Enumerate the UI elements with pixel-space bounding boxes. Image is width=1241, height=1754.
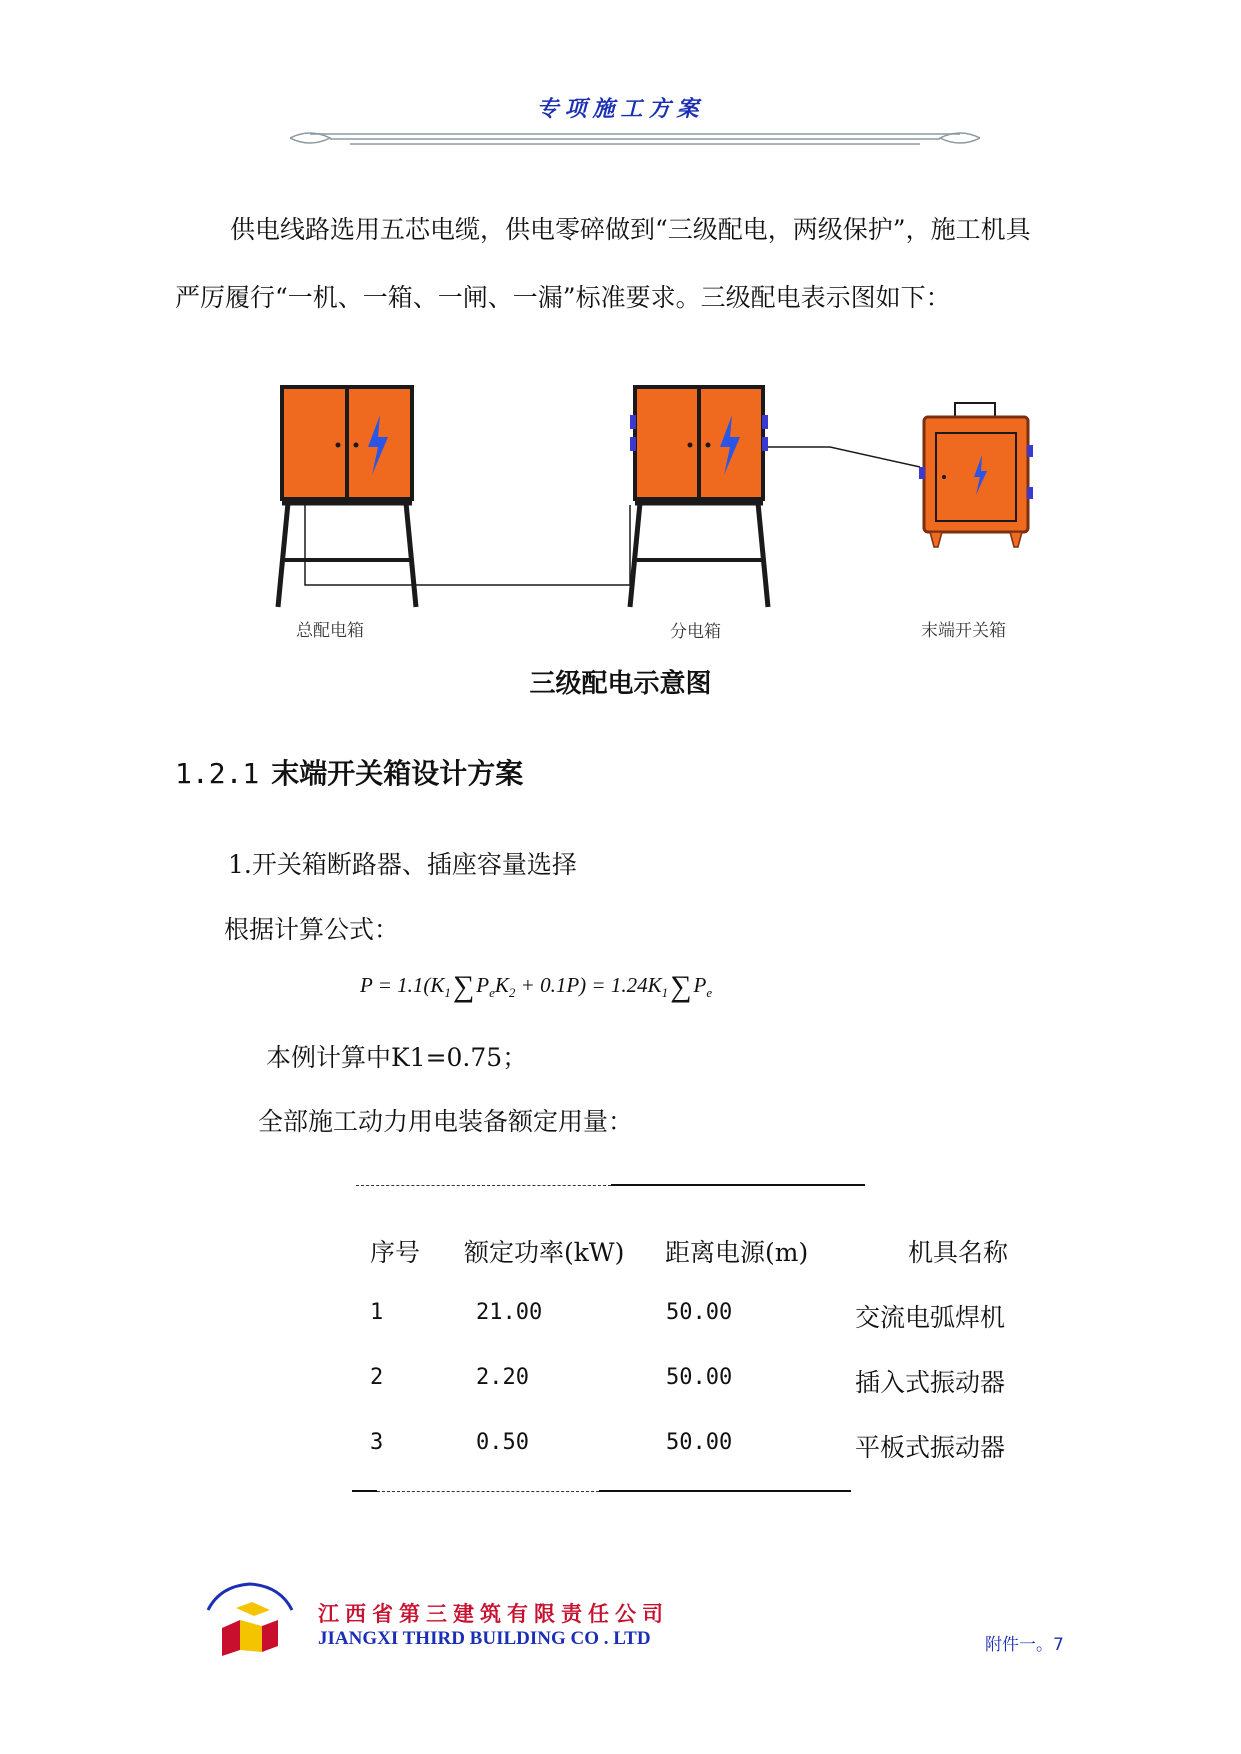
table-cell: 2.20 xyxy=(476,1365,529,1390)
section-title: 末端开关箱设计方案 xyxy=(271,757,524,790)
header-ornament xyxy=(290,128,980,152)
table-bottom-rule-start xyxy=(352,1490,377,1492)
col-header-name: 机具名称 xyxy=(908,1238,1009,1267)
table-bottom-rule-dashed xyxy=(377,1491,599,1492)
k1-line: 本例计算中K1=0.75； xyxy=(266,1043,528,1072)
table-cell: 3 xyxy=(370,1430,384,1455)
terminal-switch-box xyxy=(919,403,1033,547)
table-cell: 2 xyxy=(370,1365,384,1390)
table-cell: 50.00 xyxy=(666,1365,733,1390)
table-cell: 50.00 xyxy=(666,1300,733,1325)
col-header-distance: 距离电源(m) xyxy=(665,1238,809,1267)
main-distribution-box xyxy=(278,387,416,607)
section-number: 1.2.1 xyxy=(175,757,260,790)
label-sub-box: 分电箱 xyxy=(670,622,721,642)
company-logo xyxy=(200,1580,300,1660)
sum-symbol: ∑ xyxy=(670,970,692,1003)
formula: $P = 1.1(K_1\sum P_eK_2 + 0.1P) = 1.24K_1\sum P_e$ xyxy=(360,970,713,1003)
table-bottom-rule-solid xyxy=(599,1490,851,1492)
intro-line-1: 供电线路选用五芯电缆，供电零碎做到“三级配电，两级保护”，施工机具 xyxy=(230,215,1031,244)
table-cell: 平板式振动器 xyxy=(855,1433,1006,1462)
intro-line-2: 严厉履行“一机、一箱、一闸、一漏”标准要求。三级配电表示图如下： xyxy=(175,283,951,312)
intro-paragraph xyxy=(175,196,1115,332)
table-cell: 50.00 xyxy=(666,1430,733,1455)
distribution-diagram xyxy=(260,375,1040,645)
sum-symbol: ∑ xyxy=(452,970,475,1003)
table-cell: 插入式振动器 xyxy=(855,1368,1006,1397)
company-name-cn: 江西省第三建筑有限责任公司 xyxy=(318,1602,669,1626)
page-number: 附件一。7 xyxy=(985,1635,1064,1655)
label-main-box: 总配电箱 xyxy=(296,621,364,641)
company-name-en: JIANGXI THIRD BUILDING CO . LTD xyxy=(318,1628,651,1649)
subsection-heading: 1.开关箱断路器、插座容量选择 xyxy=(228,850,577,879)
table-cell: 交流电弧焊机 xyxy=(855,1303,1006,1332)
col-header-index: 序号 xyxy=(370,1238,421,1267)
equipment-intro: 全部施工动力用电装备额定用量： xyxy=(258,1107,634,1136)
table-top-rule-solid xyxy=(611,1184,865,1186)
sub-distribution-box xyxy=(630,387,768,607)
label-terminal-box: 末端开关箱 xyxy=(921,621,1006,641)
formula-intro: 根据计算公式： xyxy=(224,915,400,944)
figure-title: 三级配电示意图 xyxy=(529,669,712,699)
section-heading xyxy=(175,752,523,792)
table-cell: 1 xyxy=(370,1300,384,1325)
table-cell: 0.50 xyxy=(476,1430,529,1455)
page-header-title: 专项施工方案 xyxy=(536,96,705,122)
table-top-rule-dashed xyxy=(356,1185,611,1186)
table-cell: 21.00 xyxy=(476,1300,543,1325)
col-header-power: 额定功率(kW) xyxy=(464,1238,625,1267)
